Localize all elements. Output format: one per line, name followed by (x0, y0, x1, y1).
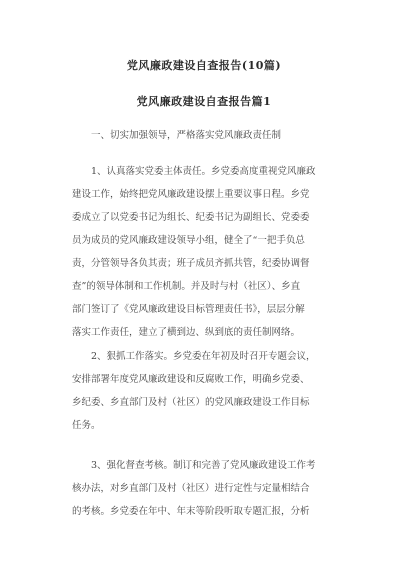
paragraph-line: 乡纪委、乡直部门及村（社区）的党风廉政建设工作目标 (72, 397, 310, 408)
paragraph-line: 安排部署年度党风廉政建设和反腐败工作，明确乡党委、 (72, 374, 310, 385)
paragraph-line: 核办法，对乡直部门及村（社区）进行定性与定量相结合 (72, 483, 310, 494)
paragraph-line: 员为成员的党风廉政建设领导小组，健全了“一把手负总 (72, 235, 305, 246)
paragraph-line: 查”的领导体制和工作机制。并及时与村（社区）、乡直 (72, 281, 301, 292)
paragraph-line: 的考核。乡党委在年中、年末等阶段听取专题汇报，分析 (72, 506, 310, 517)
heading-1: 一、切实加强领导，严格落实党风廉政责任制 (91, 130, 282, 141)
paragraph-line: 委成立了以党委书记为组长、纪委书记为副组长、党委委 (72, 212, 310, 223)
paragraph-line: 任务。 (72, 420, 101, 431)
section-title: 党风廉政建设自查报告篇1 (136, 95, 272, 108)
document-title: 党风廉政建设自查报告(10篇) (126, 59, 282, 72)
paragraph-line: 建设工作，始终把党风廉政建设摆上重要议事日程。乡党 (72, 189, 310, 200)
paragraph-line: 1、认真落实党委主体责任。乡党委高度重视党风廉政 (91, 166, 316, 177)
paragraph-line: 落实工作责任，建立了横到边、纵到底的责任制网络。 (72, 327, 301, 338)
paragraph-line: 3、强化督查考核。制订和完善了党风廉政建设工作考 (91, 460, 316, 471)
paragraph-line: 2、狠抓工作落实。乡党委在年初及时召开专题会议， (91, 351, 316, 362)
paragraph-2 (72, 345, 340, 437)
paragraph-line: 部门签订了《党风廉政建设目标管理责任书》，层层分解 (72, 304, 305, 315)
paragraph-1 (72, 160, 340, 344)
paragraph-3 (72, 454, 340, 523)
paragraph-line: 责，分管领导各负其责；班子成员齐抓共管，纪委协调督 (72, 258, 310, 269)
